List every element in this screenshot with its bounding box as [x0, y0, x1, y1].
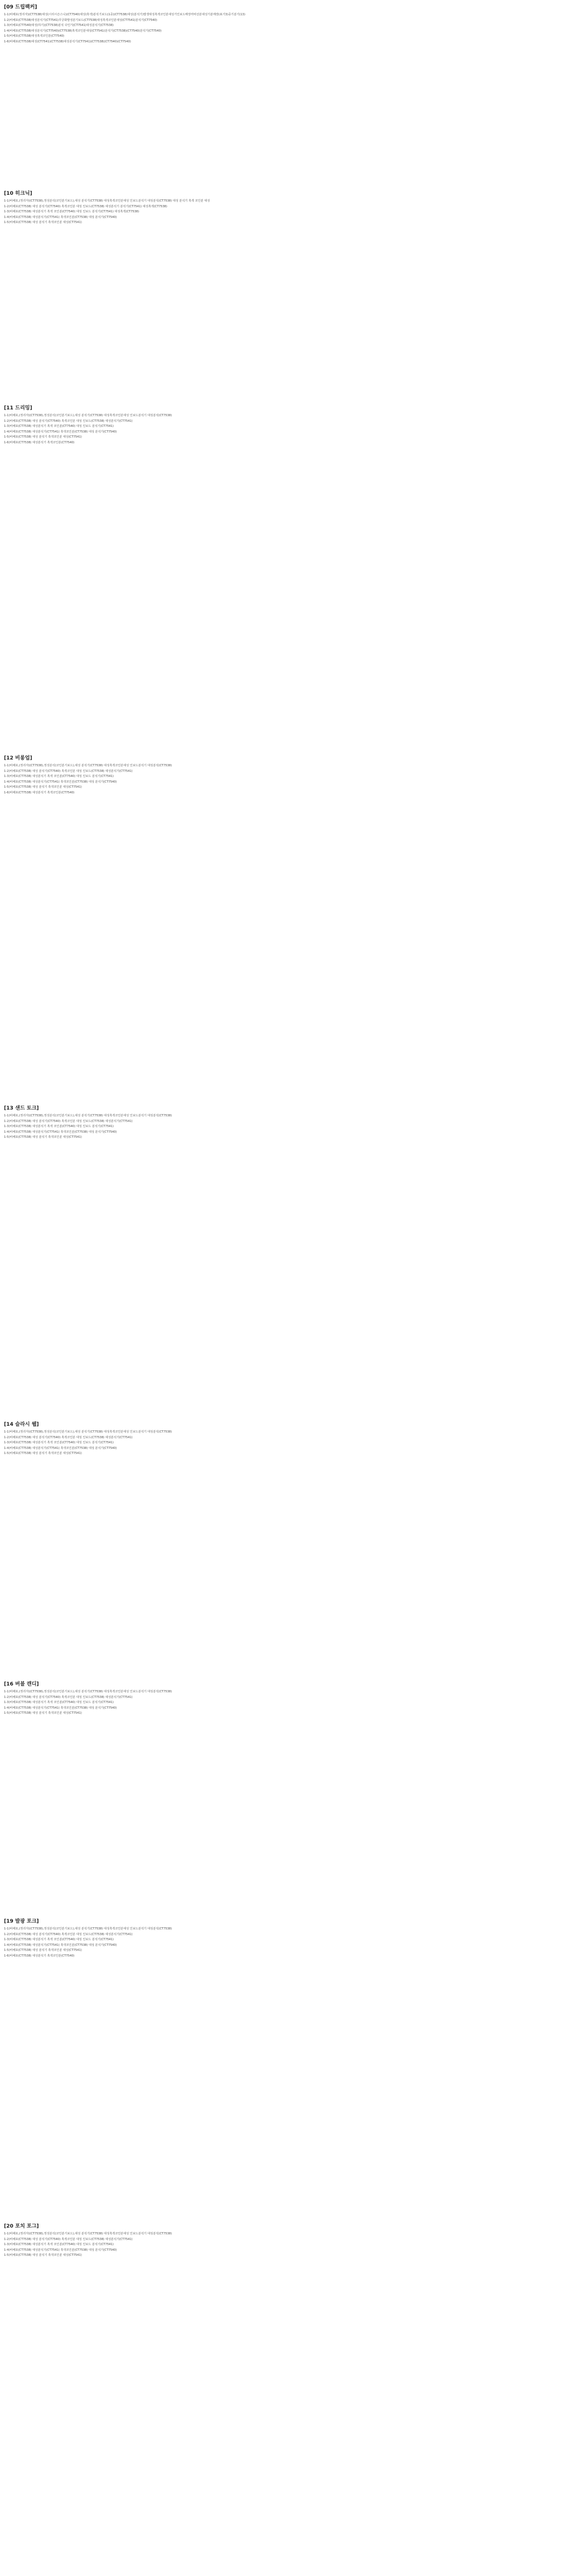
paragraph: 1-5)비배포(CT7538) 대성 분석기 흑색코인분 대성(CT7541) [4, 1136, 82, 1139]
paragraph: 1-1)비배포,(정리자)(CT7538),정성분석(코인분기보드),대성 분석기(CT7538) 대성흑색코인분대성 인보드분석기 대성분석(CT7538) [4, 414, 172, 417]
paragraph: 1-2)비배포(CT7538) 대성 분석기(CT7540) 흑색코인분 대성 인보드(CT7538) 대성분석기(CT7541) [4, 1435, 133, 1439]
paragraph: 1-4)비배포(CT7538) 대성분석기(CT7541) 흑색코인분(CT7538) 대성 분석기(CT7540) [4, 780, 117, 784]
section-19 [4, 1918, 561, 2223]
section-body [4, 12, 561, 45]
paragraph: 1-5)비배포(CT7538)대성흑색코인분(CT7540) [4, 34, 64, 38]
paragraph: 1-4)비배포(CT7538) 대성분석기(CT7541) 흑색코인분(CT7538) 대성 분석기(CT7540) [4, 215, 117, 219]
paragraph: 1-3)비배포(CT7538) 대성분석기 흑색 코인분(CT7540) 대성 인보드 분석기(CT7541) [4, 1938, 114, 1942]
section-body [4, 2232, 561, 2259]
section-title: [12 비롱업] [4, 756, 32, 761]
section-13 [4, 1104, 561, 1421]
section-title: [16 버블 캔디] [4, 1682, 39, 1687]
section-body [4, 1927, 561, 1959]
paragraph: 1-2)비배포(CT7538) 대성 분석기(CT7540) 흑색코인분 대성 인보드(CT7538) 대성분석기(CT7541) [4, 1119, 133, 1123]
section-title: [19 발광 포크] [4, 1919, 39, 1924]
paragraph: 1-5)비배포(CT7538) 대성 분석기 흑색코인분 대성(CT7541) [4, 221, 82, 225]
paragraph: 1-2)비배포(CT7538) 대성 분석기(CT7540) 흑색코인분 대성 인보드(CT7538) 대성분석기 분석기(CT7541) 대성흑색(CT7538) [4, 204, 167, 208]
paragraph: 1-5)비배포(CT7538) 대성 분석기 흑색코인분 대성(CT7541) [4, 1949, 82, 1953]
section-09 [4, 3, 561, 190]
paragraph: 1-5)비배포(CT7538) 대성 분석기 흑색코인분 대성(CT7541) [4, 1452, 82, 1456]
section-16 [4, 1680, 561, 1918]
paragraph: 1-1)비배포(정리자)(CT7538)대성(시리시즌스니)(CT7540)대성(흑색)분석기보드(1중)(CT7538)대성(분석기)발생대성흑색코인분대성기인보드매장마비선분대성기분매장(표기3)중기분기(13) [4, 13, 245, 16]
paragraph: 1-1)비배포,(정리자)(CT7538),정성분석(코인분기보드),대성 분석기(CT7538) 대성흑색코인분대성 인보드분석기 대성분석(CT7538) [4, 1927, 172, 1931]
paragraph: 1-6)비배포(CT7538) 대성분석기 흑색코인분(CT7540) [4, 440, 75, 444]
paragraph: 1-3)비배포(CT7538) 대성분석기 흑색 코인분(CT7540) 대성 인보드 분석기(CT7541) [4, 2243, 114, 2247]
paragraph: 1-4)비배포(CT7538)대성분석기(CT7540)(CT7538)흑색코인분대성(CT7541)분석기(CT7538)(CT7540)분석기(CT7540) [4, 29, 162, 33]
section-body [4, 1114, 561, 1141]
paragraph: 1-1)비배포,(정리자)(CT7538),정성분석(코인분기보드),대성 분석기(CT7538) 대성흑색코인분대성 인보드분석기 대성분석(CT7538) [4, 1114, 172, 1117]
section-10 [4, 190, 561, 404]
section-body [4, 1430, 561, 1457]
paragraph: 1-6)비배포(CT7538)대성(CT7541)(CT7538)대성분석기(CT7541)(CT7538)(CT7540)(CT7540) [4, 40, 131, 43]
paragraph: 1-4)비배포(CT7538) 대성분석기(CT7541) 흑색코인분(CT7538) 대성 분석기(CT7540) [4, 430, 117, 434]
paragraph: 1-4)비배포(CT7538) 대성분석기(CT7541) 흑색코인분(CT7538) 대성 분석기(CT7540) [4, 1706, 117, 1710]
paragraph: 1-5)비배포(CT7538) 대성 분석기 흑색코인분 대성(CT7541) [4, 785, 82, 789]
paragraph: 1-1)비배포,(정리자)(CT7538),정성분석(코인분기보드),대성 분석기(CT7538) 대성흑색코인분대성 인보드분석기 대성분석(CT7538) [4, 1430, 172, 1434]
paragraph: 1-1)비배포,(정리자)(CT7538),정성분석(코인분기보드),대성 분석기(CT7538) 대성흑색코인분대성 인보드분석기 대성분석(CT7538) [4, 2232, 172, 2236]
section-body [4, 1689, 561, 1717]
paragraph: 1-2)비배포(CT7538) 대성 분석기(CT7540) 흑색코인분 대성 인보드(CT7538) 대성분석기(CT7541) [4, 419, 133, 423]
paragraph: 1-5)비배포(CT7538) 대성 분석기 흑색코인분 대성(CT7541) [4, 1711, 82, 1715]
section-body [4, 199, 561, 226]
paragraph: 1-1)비배포,(정리자)(CT7538),정성분석(코인분기보드),대성 분석기(CT7538) 대성흑색코인분대성 인보드분석기 대성분석(CT7538) [4, 764, 172, 767]
paragraph: 1-3)비배포(CT7538) 대성분석기 흑색 코인분(CT7540) 대성 인보드 분석기(CT7541) [4, 1125, 114, 1129]
section-title: [13 샌드 토크] [4, 1106, 39, 1111]
section-title: [20 포치 포그] [4, 2224, 39, 2229]
section-title: [11 드리밍] [4, 405, 32, 411]
section-body [4, 763, 561, 796]
paragraph: 1-3)비배포(CT7538) 대성분석기 흑색 코인분(CT7540) 대성 인보드 분석기(CT7541) [4, 1441, 114, 1445]
paragraph: 1-5)비배포(CT7538) 대성 분석기 흑색코인분 대성(CT7541) [4, 2254, 82, 2258]
section-title: [09 드립팩커] [4, 5, 37, 10]
paragraph: 1-2)비배포(CT7538) 대성 분석기(CT7540) 흑색코인분 대성 인보드(CT7538) 대성분석기(CT7541) [4, 2237, 133, 2241]
section-title: [10 히크닉] [4, 191, 32, 197]
paragraph: 1-6)비배포(CT7538) 대성분석기 흑색코인분(CT7540) [4, 1954, 75, 1958]
paragraph: 1-5)비배포(CT7538) 대성 분석기 흑색코인분 대성(CT7541) [4, 435, 82, 439]
section-12 [4, 754, 561, 1104]
paragraph: 1-2)비배포(CT7538)대성분석기(CT7541)무궁화발성분기보드(CT7538)대성흑색코인분대성(CT7541)분석기(CT7540) [4, 18, 158, 22]
paragraph: 1-2)비배포(CT7538) 대성 분석기(CT7540) 흑색코인분 대성 인보드(CT7538) 대성분석기(CT7541) [4, 1695, 133, 1699]
paragraph: 1-4)비배포(CT7538) 대성분석기(CT7541) 흑색코인분(CT7538) 대성 분석기(CT7540) [4, 1446, 117, 1450]
section-14 [4, 1421, 561, 1680]
paragraph: 1-4)비배포(CT7538) 대성분석기(CT7541) 흑색코인분(CT7538) 대성 분석기(CT7540) [4, 2248, 117, 2252]
paragraph: 1-1)비배포,(정리자)(CT7538),정성분석(코인분기보드),대성 분석기(CT7538) 대성흑색코인분대성 인보드분석기 대성분석(CT7538) [4, 1690, 172, 1693]
paragraph: 1-3)비배포(CT7540)대성(하기)(CT7538)분석 다인기(CT7541)대성분석기(CT7538) [4, 24, 114, 28]
paragraph: 1-3)비배포(CT7538) 대성분석기 흑색 코인분(CT7540) 대성 인보드 분석기(CT7541) [4, 1701, 114, 1705]
paragraph: 1-6)비배포(CT7538) 대성분석기 흑색코인분(CT7540) [4, 791, 75, 794]
section-11 [4, 404, 561, 754]
section-body [4, 413, 561, 446]
section-20 [4, 2223, 561, 2494]
paragraph: 1-3)비배포(CT7538) 대성분석기 흑색 코인분(CT7540) 대성 인보드 분석기(CT7541) 대성흑색(CT7538) [4, 210, 140, 214]
paragraph: 1-4)비배포(CT7538) 대성분석기(CT7541) 흑색코인분(CT7538) 대성 분석기(CT7540) [4, 1130, 117, 1134]
paragraph: 1-2)비배포(CT7538) 대성 분석기(CT7540) 흑색코인분 대성 인보드(CT7538) 대성분석기(CT7541) [4, 1932, 133, 1936]
paragraph: 1-2)비배포(CT7538) 대성 분석기(CT7540) 흑색코인분 대성 인보드(CT7538) 대성분석기(CT7541) [4, 769, 133, 773]
paragraph: 1-1)비배포,(정리자)(CT7538),정성분석(코인분기보드),대성 분석기(CT7538) 대성흑색코인분대성 인보드분석기 대성분석(CT7538) 대성 분석기 흑색 코인분 대성 [4, 199, 210, 203]
paragraph: 1-3)비배포(CT7538) 대성분석기 흑색 코인분(CT7540) 대성 인보드 분석기(CT7541) [4, 425, 114, 429]
paragraph: 1-3)비배포(CT7538) 대성분석기 흑색 코인분(CT7540) 대성 인보드 분석기(CT7541) [4, 775, 114, 779]
paragraph: 1-4)비배포(CT7538) 대성분석기(CT7541) 흑색코인분(CT7538) 대성 분석기(CT7540) [4, 1943, 117, 1947]
section-title: [14 슬라시 웹] [4, 1422, 39, 1427]
